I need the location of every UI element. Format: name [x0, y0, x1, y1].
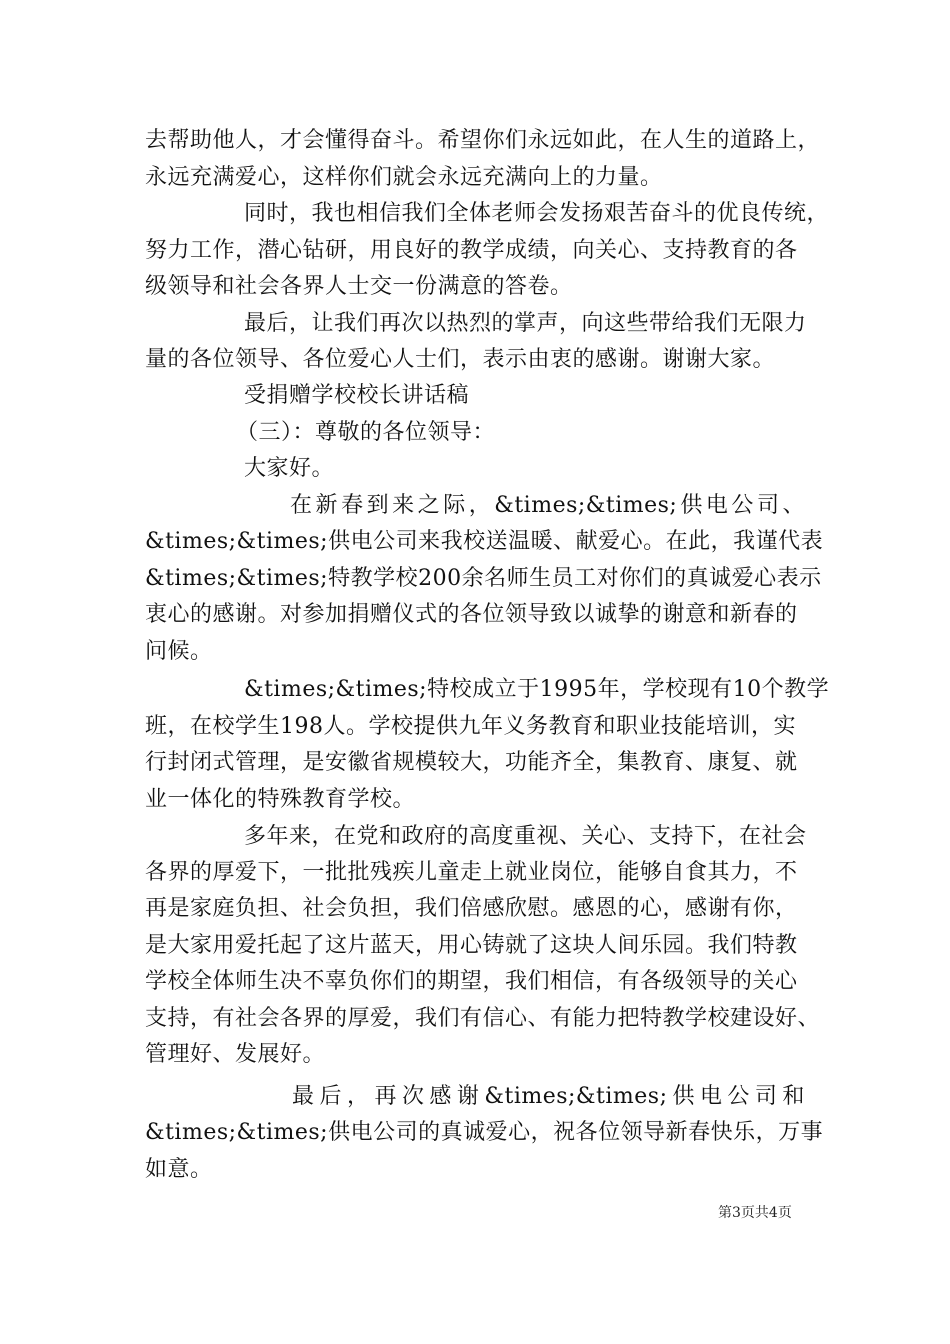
text-line: 同时，我也相信我们全体老师会发扬艰苦奋斗的优良传统，: [244, 201, 830, 226]
text-token: 、: [782, 493, 805, 518]
text-line: 班，在校学生198人。学校提供九年义务教育和职业技能培训，实: [145, 714, 796, 739]
text-line: 永远充满爱心，这样你们就会永远充满向上的力量。: [145, 165, 663, 190]
text-token: 和: [782, 1084, 805, 1109]
text-token: 供: [672, 1084, 695, 1109]
text-token: 谢: [456, 1084, 480, 1109]
text-token: 来: [392, 493, 415, 518]
text-token: 在: [290, 493, 313, 518]
text-line: 各界的厚爱下，一批批残疾儿童走上就业岗位，能够自食其力，不: [145, 860, 798, 885]
text-token: 次: [401, 1084, 425, 1109]
text-token: &times;&times;: [494, 493, 678, 518]
text-token: 电: [699, 1084, 723, 1109]
text-line: 级领导和社会各界人士交一份满意的答卷。: [145, 274, 573, 299]
text-line: 多年来，在党和政府的高度重视、关心、支持下，在社会: [244, 824, 807, 849]
text-line: &times;&times;供电公司的真诚爱心，祝各位领导新春快乐，万事: [145, 1120, 824, 1145]
text-token: 司: [756, 493, 780, 518]
text-token: 公: [731, 493, 754, 518]
text-line: 是大家用爱托起了这片蓝天，用心铸就了这块人间乐园。我们特教: [145, 933, 798, 958]
text-line-justified: [292, 1082, 805, 1112]
text-line: 衷心的感谢。对参加捐赠仪式的各位领导致以诚挚的谢意和新春的: [145, 602, 798, 627]
text-line: 学校全体师生决不辜负你们的期望，我们相信，有各级领导的关心: [145, 969, 798, 994]
text-token: 际: [443, 493, 466, 518]
text-token: 再: [374, 1084, 397, 1109]
text-token: 感: [429, 1084, 452, 1109]
text-line-justified: [290, 491, 805, 521]
text-line: 最后，让我们再次以热烈的掌声，向这些带给我们无限力: [244, 311, 807, 336]
text-token: 公: [727, 1084, 750, 1109]
text-token: 最: [292, 1084, 315, 1109]
text-line: &times;&times;特校成立于1995年，学校现有10个教学: [244, 677, 830, 702]
text-line: &times;&times;供电公司来我校送温暖、献爱心。在此，我谨代表: [145, 529, 824, 554]
text-line: 问候。: [145, 639, 213, 664]
text-line: &times;&times;特教学校200余名师生员工对你们的真诚爱心表示: [145, 566, 822, 591]
text-line: 努力工作，潜心钻研，用良好的教学成绩，向关心、支持教育的各: [145, 238, 798, 263]
text-token: 后: [319, 1084, 342, 1109]
text-token: 电: [705, 493, 729, 518]
section-title: 受捐赠学校校长讲话稿: [244, 383, 470, 408]
text-line: 如意。: [145, 1157, 213, 1182]
text-line: 支持，有社会各界的厚爱，我们有信心、有能力把特教学校建设好、: [145, 1006, 821, 1031]
greeting: 大家好。: [244, 456, 335, 481]
text-token: ，: [346, 1084, 370, 1109]
text-token: 春: [341, 493, 364, 518]
text-line: 业一体化的特殊教育学校。: [145, 787, 416, 812]
text-token: &times;&times;: [484, 1084, 668, 1109]
text-token: 司: [754, 1084, 778, 1109]
text-token: 之: [417, 493, 441, 518]
text-line: 量的各位领导、各位爱心人士们，表示由衷的感谢。谢谢大家。: [145, 347, 776, 372]
text-token: 供: [680, 493, 703, 518]
text-token: 到: [366, 493, 390, 518]
text-line: 管理好、发展好。: [145, 1042, 326, 1067]
text-token: ，: [468, 493, 492, 518]
text-line: 去帮助他人，才会懂得奋斗。希望你们永远如此，在人生的道路上，: [145, 128, 821, 153]
page-number: 第3页共4页: [718, 1205, 792, 1221]
text-line: 行封闭式管理，是安徽省规模较大，功能齐全，集教育、康复、就: [145, 750, 798, 775]
salutation: （三）：尊敬的各位领导：: [236, 420, 496, 445]
text-token: 新: [315, 493, 339, 518]
text-line: 再是家庭负担、社会负担，我们倍感欣慰。感恩的心，感谢有你，: [145, 896, 798, 921]
